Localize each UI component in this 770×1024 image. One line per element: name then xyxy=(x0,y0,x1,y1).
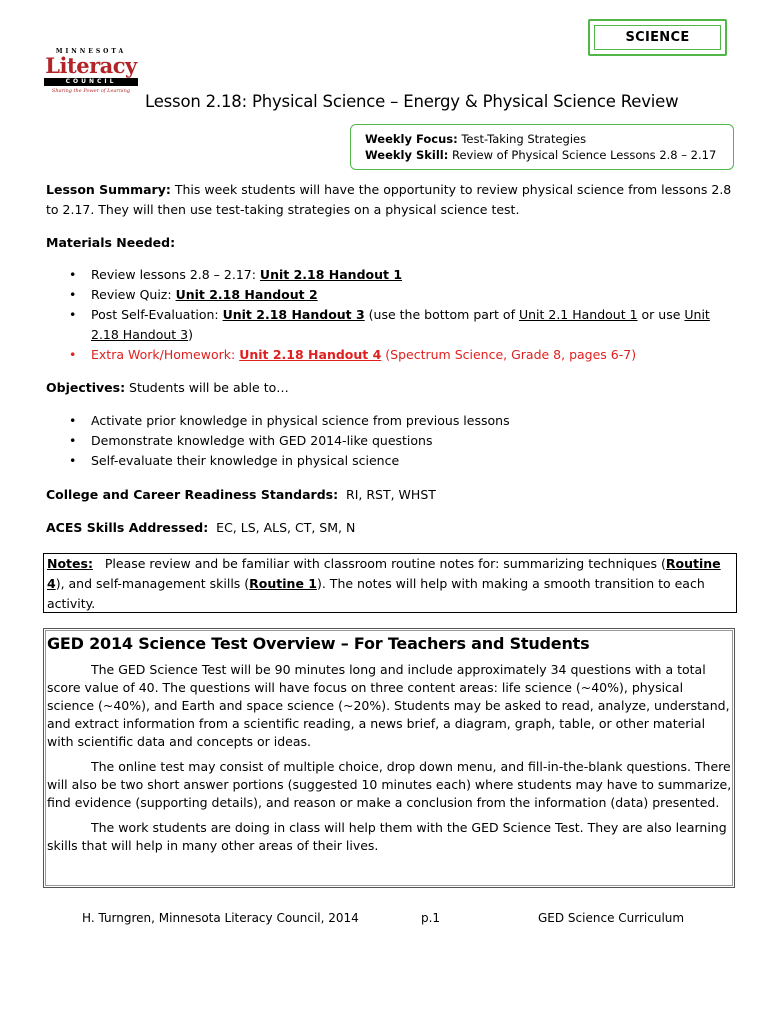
list-item-text: Post Self-Evaluation: xyxy=(91,307,223,322)
logo-top-text: MINNESOTA xyxy=(55,48,127,55)
logo-tagline: Sharing the Power of Learning xyxy=(51,88,131,94)
subject-tag-label: SCIENCE xyxy=(594,25,721,50)
objectives-intro: Students will be able to… xyxy=(125,380,289,395)
aces-skills xyxy=(46,518,355,538)
handout-link[interactable]: Unit 2.18 Handout 4 xyxy=(239,347,382,362)
notes-text: Please review and be familiar with classroom routine notes for: summarizing techniques ( xyxy=(92,556,666,571)
notes-text: ). The notes will help with making a smooth transition to each activity. xyxy=(47,576,705,611)
weekly-focus xyxy=(365,131,733,147)
ged-overview-box xyxy=(43,628,735,888)
list-item-text: (use the bottom part of xyxy=(364,307,519,322)
footer-curriculum: GED Science Curriculum xyxy=(538,911,685,925)
aces-value: EC, LS, ALS, CT, SM, N xyxy=(208,520,356,535)
list-item-text: Extra Work/Homework: xyxy=(91,347,240,362)
list-item: • Demonstrate knowledge with GED 2014-like questions xyxy=(46,431,736,451)
logo-main-text: Literacy xyxy=(45,53,137,78)
handout-link[interactable]: Unit 2.18 Handout 3 xyxy=(91,307,710,342)
routine-4-link[interactable]: Routine 4 xyxy=(47,556,721,591)
standards-value: RI, RST, WHST xyxy=(338,487,436,502)
standards-label: College and Career Readiness Standards: xyxy=(46,487,339,502)
weekly-focus-value: Test-Taking Strategies xyxy=(461,132,587,146)
handout-link[interactable]: Unit 2.1 Handout 1 xyxy=(518,307,638,322)
literacy-council-logo xyxy=(44,48,138,106)
weekly-box xyxy=(350,124,734,170)
list-item xyxy=(46,345,736,365)
list-item: • Self-evaluate their knowledge in physical science xyxy=(46,451,736,471)
handout-link[interactable]: Unit 2.18 Handout 2 xyxy=(175,287,318,302)
ged-paragraph: The work students are doing in class will help them with the GED Science Test. They are also learning skills that will help in many other areas of their lives. xyxy=(47,820,727,853)
list-item xyxy=(46,305,736,345)
lesson-summary-label: Lesson Summary: xyxy=(46,182,171,197)
logo-bar-text: COUNCIL xyxy=(44,78,138,86)
materials-label: Materials Needed: xyxy=(46,235,176,250)
subject-tag xyxy=(588,19,727,56)
list-item xyxy=(46,285,736,305)
footer-page-number: p.1 xyxy=(421,911,441,925)
list-item: • Activate prior knowledge in physical science from previous lessons xyxy=(46,411,736,431)
list-item xyxy=(46,265,736,285)
weekly-focus-label: Weekly Focus: xyxy=(365,132,458,146)
objectives-list xyxy=(46,411,736,471)
standards xyxy=(46,485,436,505)
list-item-text: ) xyxy=(188,327,194,342)
handout-link[interactable]: Unit 2.18 Handout 3 xyxy=(222,307,365,322)
lesson-title: Lesson 2.18: Physical Science – Energy & Physical Science Review xyxy=(145,92,679,111)
weekly-skill-value: Review of Physical Science Lessons 2.8 – 2.17 xyxy=(451,148,717,162)
notes-label: Notes: xyxy=(47,556,93,571)
list-item-text: Review lessons 2.8 – 2.17: xyxy=(91,267,260,282)
objectives xyxy=(46,378,289,398)
notes-text: ), and self-management skills ( xyxy=(55,576,250,591)
notes-box xyxy=(43,553,737,613)
ged-paragraph: The GED Science Test will be 90 minutes long and include approximately 34 questions with a total score value of 40. The questions will have focus on three content areas: life science (~40%), physical science (~40%), and Earth and space science (~20%). Students may be asked to read, analyze, understand, and extract information from a scientific reading, a news brief, a diagram, graph, table, or other material with scientific data and concepts or ideas. xyxy=(47,662,730,749)
footer-author: H. Turngren, Minnesota Literacy Council, 2014 xyxy=(82,911,359,925)
handout-link[interactable]: Unit 2.18 Handout 1 xyxy=(259,267,403,282)
list-item-text: Review Quiz: xyxy=(91,287,176,302)
list-item-text: or use xyxy=(637,307,685,322)
aces-label: ACES Skills Addressed: xyxy=(46,520,209,535)
weekly-skill-label: Weekly Skill: xyxy=(365,148,449,162)
routine-1-link[interactable]: Routine 1 xyxy=(249,576,317,591)
list-item-text: (Spectrum Science, Grade 8, pages 6-7) xyxy=(381,347,637,362)
lesson-summary xyxy=(46,180,736,220)
ged-heading: GED 2014 Science Test Overview – For Teachers and Students xyxy=(47,634,590,653)
lesson-summary-text: This week students will have the opportunity to review physical science from lessons 2.8 to 2.17. They will then use test-taking strategies on a physical science test. xyxy=(46,182,732,217)
weekly-skill xyxy=(365,147,733,163)
materials-list xyxy=(46,265,736,365)
objectives-label: Objectives: xyxy=(46,380,126,395)
ged-paragraph: The online test may consist of multiple choice, drop down menu, and fill-in-the-blank questions. There will also be two short answer portions (suggested 10 minutes each) where students may have to summarize, find evidence (supporting details), and reason or make a conclusion from the information (data) presented. xyxy=(47,759,732,810)
